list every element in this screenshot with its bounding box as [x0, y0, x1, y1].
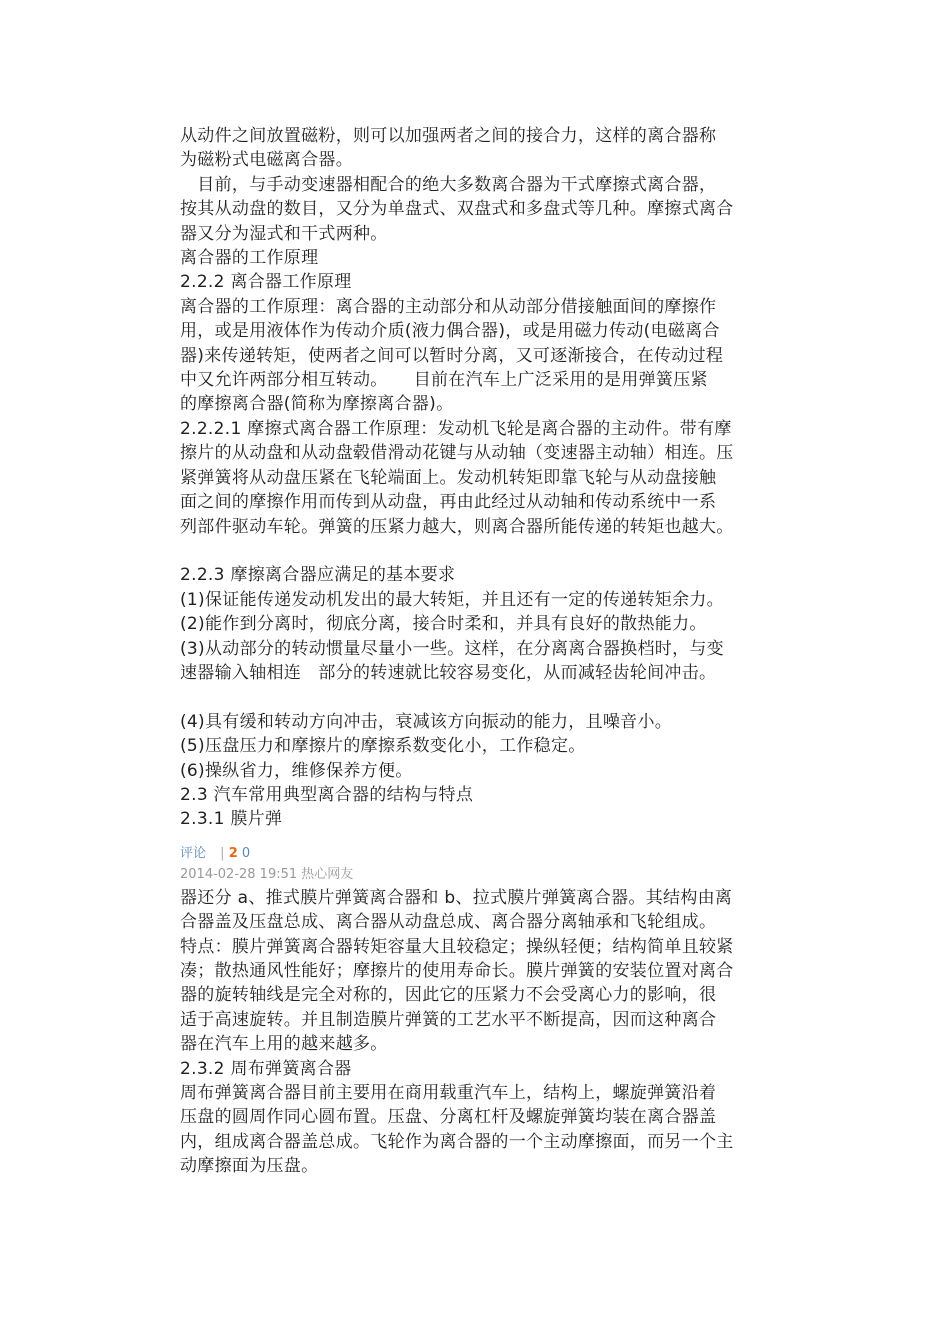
text-line: 适于高速旋转。并且制造膜片弹簧的工艺水平不断提高，因而这种离合	[180, 1009, 717, 1030]
list-item: (3)从动部分的转动惯量尽量小一些。这样，在分离离合器换档时，与变	[180, 638, 724, 659]
comment-separator: |	[220, 845, 225, 861]
text-line: 用，或是用液体作为传动介质(液力偶合器)，或是用磁力传动(电磁离合	[180, 321, 720, 342]
text-line: 列部件驱动车轮。弹簧的压紧力越大，则离合器所能传递的转矩也越大。	[180, 516, 734, 537]
blank-line	[180, 539, 776, 563]
text-line: 按其从动盘的数目，又分为单盘式、双盘式和多盘式等几种。摩擦式离合	[180, 199, 734, 220]
text-line: 目前，与手动变速器相配合的绝大多数离合器为干式摩擦式离合器，	[180, 174, 717, 195]
list-item: (1)保证能传递发动机发出的最大转矩，并且还有一定的传递转矩余力。	[180, 589, 724, 610]
text-line: 的摩擦离合器(简称为摩擦离合器)。	[180, 394, 454, 415]
text-line: 特点：膜片弹簧离合器转矩容量大且较稳定；操纵轻便；结构简单且较紧	[180, 936, 734, 957]
section-heading: 2.2.2 离合器工作原理	[180, 272, 352, 293]
comment-bar	[180, 844, 776, 864]
comment-count-secondary[interactable]: 0	[241, 845, 251, 861]
text-line: 器还分 a、推式膜片弹簧离合器和 b、拉式膜片弹簧离合器。其结构由离	[180, 887, 733, 908]
document-page	[180, 124, 776, 1179]
text-line: 从动件之间放置磁粉，则可以加强两者之间的接合力，这样的离合器称	[180, 126, 717, 146]
list-item: (2)能作到分离时，彻底分离，接合时柔和，并具有良好的散热能力。	[180, 614, 707, 635]
text-line: 器又分为湿式和干式两种。	[180, 223, 388, 244]
comment-link[interactable]: 评论	[180, 845, 207, 861]
text-line: 面之间的摩擦作用而传到从动盘，再由此经过从动轴和传动系统中一系	[180, 492, 717, 513]
text-line: 中又允许两部分相互转动。 目前在汽车上广泛采用的是用弹簧压紧	[180, 370, 708, 391]
list-item: 速器输入轴相连 部分的转速就比较容易变化，从而减轻齿轮间冲击。	[180, 662, 717, 683]
text-line: 器)来传递转矩，使两者之间可以暂时分离，又可逐渐接合，在传动过程	[180, 345, 724, 366]
section-heading: 离合器的工作原理	[180, 248, 319, 269]
blank-line	[180, 685, 776, 709]
text-line: 内，组成离合器盖总成。飞轮作为离合器的一个主动摩擦面，而另一个主	[180, 1131, 734, 1152]
section-heading: 2.3.2 周布弹簧离合器	[180, 1058, 352, 1079]
post-timestamp: 2014-02-28 19:51 热心网友	[180, 866, 354, 882]
text-line: 离合器的工作原理：离合器的主动部分和从动部分借接触面间的摩擦作	[180, 296, 717, 317]
text-line: 器在汽车上用的越来越多。	[180, 1034, 388, 1055]
list-item: (6)操纵省力，维修保养方便。	[180, 760, 413, 781]
section-heading: 2.3.1 膜片弹	[180, 809, 283, 830]
text-line: 紧弹簧将从动盘压紧在飞轮端面上。发动机转矩即靠飞轮与从动盘接触	[180, 467, 717, 488]
section-heading: 2.3 汽车常用典型离合器的结构与特点	[180, 784, 474, 805]
text-line: 合器盖及压盘总成、离合器从动盘总成、离合器分离轴承和飞轮组成。	[180, 912, 717, 933]
section-heading: 2.2.3 摩擦离合器应满足的基本要求	[180, 565, 456, 586]
list-item: (4)具有缓和转动方向冲击，衰减该方向振动的能力，且噪音小。	[180, 711, 673, 732]
comment-count-primary[interactable]: 2	[228, 845, 238, 861]
text-line: 器的旋转轴线是完全对称的，因此它的压紧力不会受离心力的影响，很	[180, 985, 717, 1006]
text-line: 动摩擦面为压盘。	[180, 1156, 319, 1177]
list-item: (5)压盘压力和摩擦片的摩擦系数变化小，工作稳定。	[180, 736, 586, 757]
text-line: 为磁粉式电磁离合器。	[180, 150, 353, 171]
text-line: 2.2.2.1 摩擦式离合器工作原理：发动机飞轮是离合器的主动件。带有摩	[180, 418, 732, 439]
text-line: 凑；散热通风性能好；摩擦片的使用寿命长。膜片弹簧的安装位置对离合	[180, 960, 734, 981]
text-line: 周布弹簧离合器目前主要用在商用载重汽车上，结构上，螺旋弹簧沿着	[180, 1083, 717, 1103]
article-body-top	[180, 124, 776, 832]
text-line: 压盘的圆周作同心圆布置。压盘、分离杠杆及螺旋弹簧均装在离合器盖	[180, 1107, 717, 1128]
article-body-bottom	[180, 886, 776, 1179]
text-line: 擦片的从动盘和从动盘毂借滑动花键与从动轴（变速器主动轴）相连。压	[180, 443, 734, 464]
